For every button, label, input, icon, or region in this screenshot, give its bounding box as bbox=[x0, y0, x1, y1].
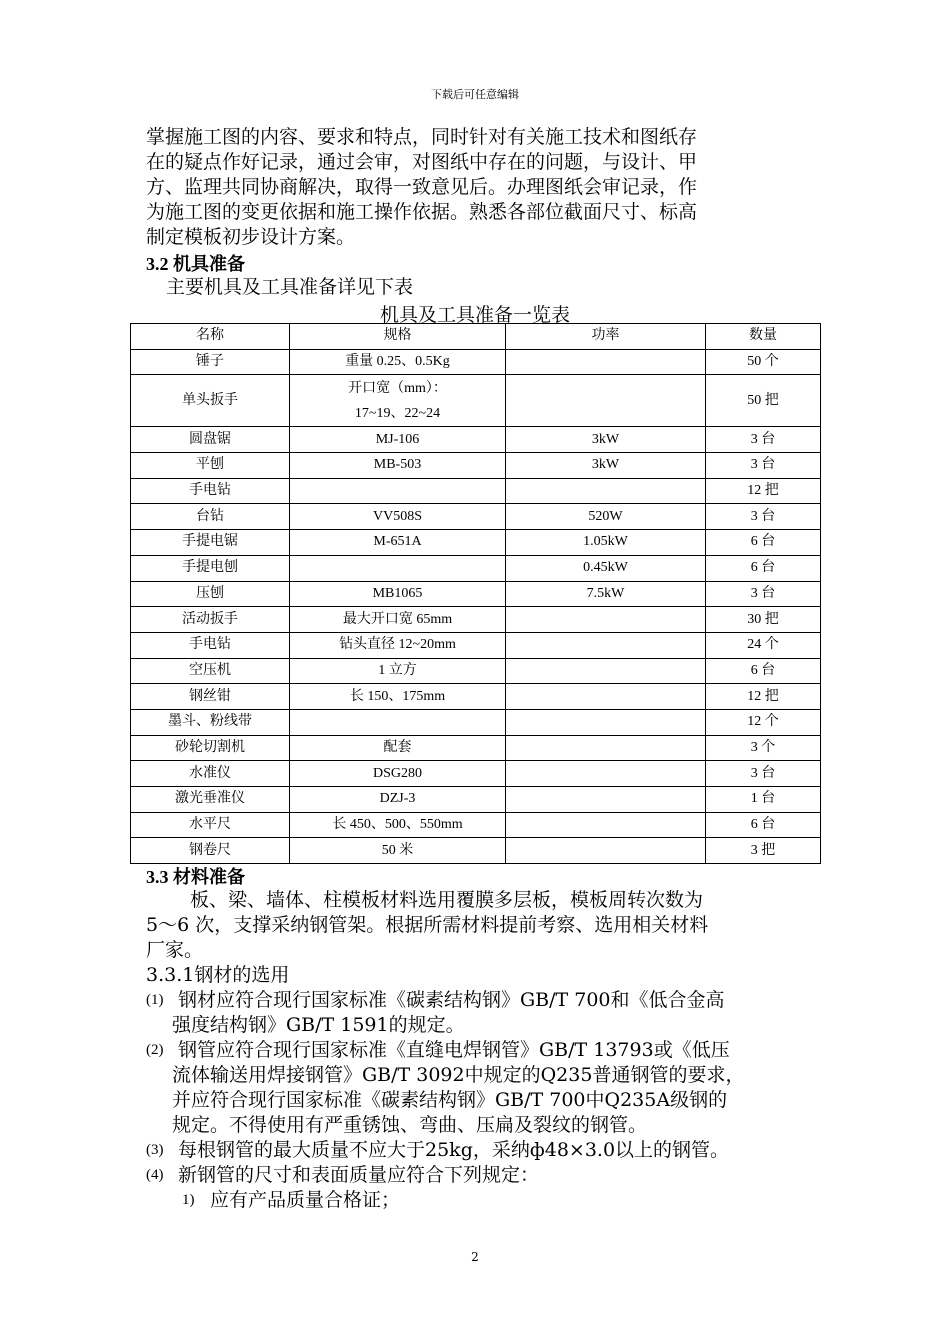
table-row bbox=[131, 735, 821, 761]
header-name: 名称 bbox=[131, 324, 290, 350]
intro-line-1: 掌握施工图的内容、要求和特点，同时针对有关施工技术和图纸存 bbox=[146, 126, 698, 148]
cell-power bbox=[506, 684, 706, 710]
cell-power: 3kW bbox=[506, 453, 706, 479]
cell-name: 手电钻 bbox=[131, 478, 290, 504]
cell-qty: 6 台 bbox=[706, 555, 821, 581]
cell-name: 圆盘锯 bbox=[131, 427, 290, 453]
table-row bbox=[131, 478, 821, 504]
cell-power bbox=[506, 812, 706, 838]
table-row bbox=[131, 838, 821, 864]
cell-qty: 1 台 bbox=[706, 787, 821, 813]
intro-line-5: 制定模板初步设计方案。 bbox=[146, 226, 356, 248]
table-row bbox=[131, 504, 821, 530]
table-row bbox=[131, 812, 821, 838]
cell-qty: 6 台 bbox=[706, 530, 821, 556]
cell-spec: 最大开口宽 65mm bbox=[290, 607, 506, 633]
table-row bbox=[131, 453, 821, 479]
table-row bbox=[131, 684, 821, 710]
sec33-para-line-3: 厂家。 bbox=[146, 939, 204, 961]
cell-qty: 12 把 bbox=[706, 684, 821, 710]
cell-power bbox=[506, 349, 706, 375]
cell-power bbox=[506, 761, 706, 787]
table-row bbox=[131, 787, 821, 813]
cell-spec: MB-503 bbox=[290, 453, 506, 479]
item-1-line-2: 强度结构钢》GB/T 1591的规定。 bbox=[172, 1014, 465, 1036]
cell-name: 平刨 bbox=[131, 453, 290, 479]
cell-qty: 6 台 bbox=[706, 658, 821, 684]
cell-qty: 50 把 bbox=[706, 375, 821, 427]
cell-qty: 3 台 bbox=[706, 453, 821, 479]
header-spec: 规格 bbox=[290, 324, 506, 350]
cell-spec: 重量 0.25、0.5Kg bbox=[290, 349, 506, 375]
cell-name: 活动扳手 bbox=[131, 607, 290, 633]
item-3-line-1: 每根钢管的最大质量不应大于25kg，采纳ф48×3.0以上的钢管。 bbox=[178, 1139, 730, 1161]
cell-name: 空压机 bbox=[131, 658, 290, 684]
intro-line-3: 方、监理共同协商解决，取得一致意见后。办理图纸会审记录，作 bbox=[146, 176, 698, 198]
table-row bbox=[131, 581, 821, 607]
table-caption: 机具及工具准备一览表 bbox=[379, 304, 570, 326]
cell-name: 水平尺 bbox=[131, 812, 290, 838]
cell-power: 3kW bbox=[506, 427, 706, 453]
item-2-line-1: 钢管应符合现行国家标准《直缝电焊钢管》GB/T 13793或《低压 bbox=[178, 1039, 730, 1061]
cell-qty: 3 台 bbox=[706, 427, 821, 453]
cell-name: 锤子 bbox=[131, 349, 290, 375]
section-heading-3-3: 3.3 材料准备 bbox=[146, 867, 245, 887]
table-row bbox=[131, 375, 821, 427]
table-header-row bbox=[131, 324, 821, 350]
sec33-para-line-1: 板、梁、墙体、柱模板材料选用覆膜多层板，模板周转次数为 bbox=[190, 889, 704, 911]
cell-spec bbox=[290, 555, 506, 581]
cell-spec: 1 立方 bbox=[290, 658, 506, 684]
cell-name: 钢卷尺 bbox=[131, 838, 290, 864]
cell-name: 台钻 bbox=[131, 504, 290, 530]
subsection-3-3-1: 3.3.1钢材的选用 bbox=[146, 964, 290, 986]
table-row bbox=[131, 761, 821, 787]
cell-spec: 开口宽（mm）： 17~19、22~24 bbox=[290, 375, 506, 427]
cell-qty: 6 台 bbox=[706, 812, 821, 838]
cell-name: 水准仪 bbox=[131, 761, 290, 787]
cell-qty: 3 把 bbox=[706, 838, 821, 864]
intro-line-4: 为施工图的变更依据和施工操作依据。熟悉各部位截面尺寸、标高 bbox=[146, 201, 698, 223]
cell-power bbox=[506, 375, 706, 427]
cell-qty: 3 个 bbox=[706, 735, 821, 761]
cell-power: 1.05kW bbox=[506, 530, 706, 556]
cell-qty: 3 台 bbox=[706, 581, 821, 607]
header-power: 功率 bbox=[506, 324, 706, 350]
cell-name: 手电钻 bbox=[131, 632, 290, 658]
item-4-line-1: 新钢管的尺寸和表面质量应符合下列规定： bbox=[178, 1164, 540, 1186]
cell-name: 激光垂准仪 bbox=[131, 787, 290, 813]
cell-spec: MB1065 bbox=[290, 581, 506, 607]
cell-power bbox=[506, 607, 706, 633]
cell-spec: M-651A bbox=[290, 530, 506, 556]
cell-spec: MJ-106 bbox=[290, 427, 506, 453]
cell-qty: 24 个 bbox=[706, 632, 821, 658]
cell-power bbox=[506, 735, 706, 761]
table-row bbox=[131, 427, 821, 453]
item-1-line-1: 钢材应符合现行国家标准《碳素结构钢》GB/T 700和《低合金高 bbox=[178, 989, 725, 1011]
cell-qty: 3 台 bbox=[706, 504, 821, 530]
cell-spec: 配套 bbox=[290, 735, 506, 761]
cell-spec: 50 米 bbox=[290, 838, 506, 864]
page-header: 下载后可任意编辑 bbox=[431, 88, 519, 101]
cell-qty: 12 个 bbox=[706, 709, 821, 735]
section-lead: 主要机具及工具准备详见下表 bbox=[166, 276, 414, 298]
cell-power: 0.45kW bbox=[506, 555, 706, 581]
cell-spec: VV508S bbox=[290, 504, 506, 530]
item-2-line-3: 并应符合现行国家标准《碳素结构钢》GB/T 700中Q235A级钢的 bbox=[172, 1089, 728, 1111]
tools-table bbox=[130, 323, 821, 864]
item-2-line-4: 规定。不得使用有严重锈蚀、弯曲、压扁及裂纹的钢管。 bbox=[172, 1114, 648, 1136]
cell-spec: DZJ-3 bbox=[290, 787, 506, 813]
cell-power bbox=[506, 838, 706, 864]
cell-name: 手提电锯 bbox=[131, 530, 290, 556]
cell-qty: 3 台 bbox=[706, 761, 821, 787]
table-row bbox=[131, 607, 821, 633]
table-row bbox=[131, 658, 821, 684]
item-2-line-2: 流体输送用焊接钢管》GB/T 3092中规定的Q235普通钢管的要求， bbox=[172, 1064, 745, 1086]
cell-name: 钢丝钳 bbox=[131, 684, 290, 710]
cell-name: 砂轮切割机 bbox=[131, 735, 290, 761]
table-row bbox=[131, 709, 821, 735]
subitem-number: 1) bbox=[182, 1192, 195, 1208]
sec33-para-line-2: 5～6 次，支撑采纳钢管架。根据所需材料提前考察、选用相关材料 bbox=[146, 914, 709, 936]
cell-spec bbox=[290, 478, 506, 504]
table-row bbox=[131, 349, 821, 375]
table-row bbox=[131, 530, 821, 556]
table-row bbox=[131, 632, 821, 658]
cell-name: 单头扳手 bbox=[131, 375, 290, 427]
cell-spec: 钻头直径 12~20mm bbox=[290, 632, 506, 658]
cell-name: 墨斗、粉线带 bbox=[131, 709, 290, 735]
cell-spec: DSG280 bbox=[290, 761, 506, 787]
cell-name: 手提电刨 bbox=[131, 555, 290, 581]
cell-power: 520W bbox=[506, 504, 706, 530]
cell-power: 7.5kW bbox=[506, 581, 706, 607]
item-4-number: (4) bbox=[146, 1167, 164, 1183]
cell-spec bbox=[290, 709, 506, 735]
cell-spec: 长 450、500、550mm bbox=[290, 812, 506, 838]
cell-power bbox=[506, 658, 706, 684]
item-3-number: (3) bbox=[146, 1142, 164, 1158]
cell-power bbox=[506, 478, 706, 504]
cell-power bbox=[506, 632, 706, 658]
cell-power bbox=[506, 787, 706, 813]
page-number: 2 bbox=[471, 1250, 479, 1264]
header-qty: 数量 bbox=[706, 324, 821, 350]
cell-name: 压刨 bbox=[131, 581, 290, 607]
section-heading-3-2: 3.2 机具准备 bbox=[146, 254, 245, 274]
cell-qty: 30 把 bbox=[706, 607, 821, 633]
item-1-number: (1) bbox=[146, 992, 164, 1008]
cell-power bbox=[506, 709, 706, 735]
cell-qty: 12 把 bbox=[706, 478, 821, 504]
intro-line-2: 在的疑点作好记录，通过会审，对图纸中存在的问题，与设计、甲 bbox=[146, 151, 698, 173]
subitem-text: 应有产品质量合格证； bbox=[210, 1189, 401, 1211]
table-row bbox=[131, 555, 821, 581]
cell-spec: 长 150、175mm bbox=[290, 684, 506, 710]
cell-qty: 50 个 bbox=[706, 349, 821, 375]
item-2-number: (2) bbox=[146, 1042, 164, 1058]
